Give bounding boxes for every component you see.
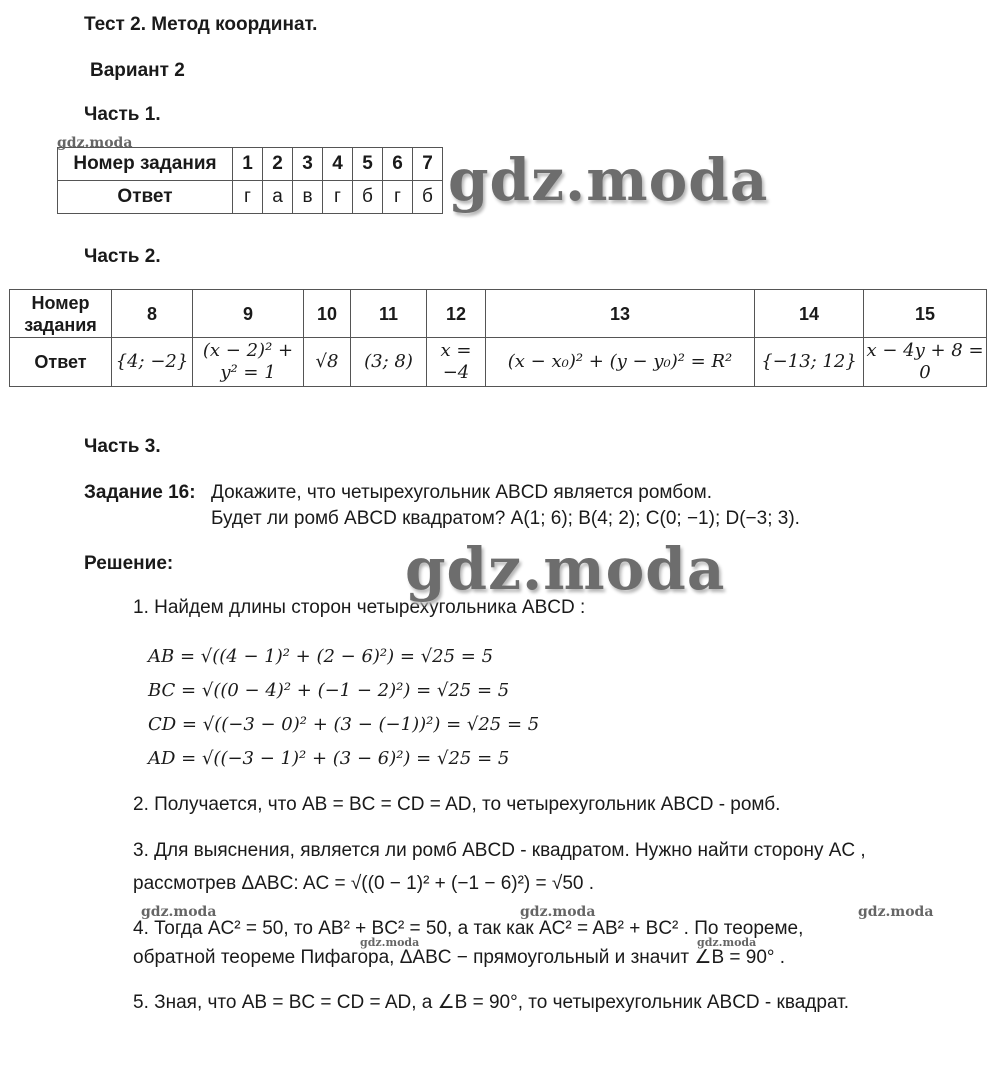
task-number-cell: 6 [383, 148, 413, 181]
header-task-number: Номер задания [10, 290, 112, 338]
solution-step2: 2. Получается, что AB = BC = CD = AD, то четырехугольник ABCD - ромб. [133, 794, 781, 815]
answer-cell: (x − 2)² + y² = 1 [193, 338, 304, 387]
answer-cell: (3; 8) [351, 338, 427, 387]
watermark-large: gdz.moda [405, 535, 726, 603]
task-number-cell: 4 [323, 148, 353, 181]
solution-step3-line1: 3. Для выяснения, является ли ромб ABCD - квадратом. Нужно найти сторону AC , [133, 840, 866, 861]
equation-ad: AD = √((−3 − 1)² + (3 − 6)²) = √25 = 5 [148, 748, 510, 769]
watermark-tiny: gdz.moda [697, 936, 757, 949]
answer-cell: г [383, 181, 413, 214]
table-row [58, 148, 443, 181]
task-number-cell: 13 [486, 290, 755, 338]
task-number-cell: 5 [353, 148, 383, 181]
answer-cell: {−13; 12} [755, 338, 864, 387]
solution-step1: 1. Найдем длины сторон четырехугольника ABCD : [133, 597, 586, 618]
answer-cell: в [293, 181, 323, 214]
task-number-cell: 1 [233, 148, 263, 181]
answer-cell: б [413, 181, 443, 214]
watermark-tiny: gdz.moda [360, 936, 420, 949]
table-row [10, 290, 987, 338]
part3-heading: Часть 3. [84, 436, 161, 457]
answer-cell: б [353, 181, 383, 214]
solution-step4-line1: 4. Тогда AC² = 50, то AB² + BC² = 50, а так как AC² = AB² + BC² . По теореме, [133, 918, 804, 939]
header-task-number: Номер задания [58, 148, 233, 181]
header-answer: Ответ [10, 338, 112, 387]
watermark-small: gdz.moda [57, 135, 133, 151]
watermark-small: gdz.moda [141, 904, 217, 920]
answer-cell: г [233, 181, 263, 214]
part2-answer-table [9, 289, 987, 387]
answer-cell: а [263, 181, 293, 214]
task-number-cell: 12 [427, 290, 486, 338]
answer-cell: {4; −2} [112, 338, 193, 387]
page-title: Тест 2. Метод координат. [84, 14, 318, 35]
part1-heading: Часть 1. [84, 104, 161, 125]
solution-step4-line2: обратной теореме Пифагора, ΔABC − прямоугольный и значит ∠B = 90° . [133, 947, 786, 968]
table-row [10, 338, 987, 387]
solution-label: Решение: [84, 553, 174, 574]
task-number-cell: 11 [351, 290, 427, 338]
task-number-cell: 3 [293, 148, 323, 181]
header-answer: Ответ [58, 181, 233, 214]
task-number-cell: 14 [755, 290, 864, 338]
task-number-cell: 10 [304, 290, 351, 338]
task-number-cell: 8 [112, 290, 193, 338]
watermark-large: gdz.moda [448, 146, 769, 214]
variant-label: Вариант 2 [90, 60, 185, 81]
task-number-cell: 15 [864, 290, 987, 338]
solution-step5: 5. Зная, что AB = BC = CD = AD, а ∠B = 90°, то четырехугольник ABCD - квадрат. [133, 992, 849, 1013]
task16-label: Задание 16: [84, 482, 196, 503]
watermark-small: gdz.moda [520, 904, 596, 920]
answer-cell: √8 [304, 338, 351, 387]
answer-cell: x = −4 [427, 338, 486, 387]
task-number-cell: 7 [413, 148, 443, 181]
task16-text-line1: Докажите, что четырехугольник ABCD является ромбом. [211, 482, 713, 503]
answer-cell: (x − x₀)² + (y − y₀)² = R² [486, 338, 755, 387]
equation-ab: AB = √((4 − 1)² + (2 − 6)²) = √25 = 5 [148, 646, 494, 667]
watermark-small: gdz.moda [858, 904, 934, 920]
part2-heading: Часть 2. [84, 246, 161, 267]
table-row [58, 181, 443, 214]
equation-bc: BC = √((0 − 4)² + (−1 − 2)²) = √25 = 5 [148, 680, 510, 701]
task-number-cell: 2 [263, 148, 293, 181]
solution-step3-line2: рассмотрев ΔABC: AC = √((0 − 1)² + (−1 − 6)²) = √50 . [133, 873, 595, 894]
equation-cd: CD = √((−3 − 0)² + (3 − (−1))²) = √25 = 5 [148, 714, 540, 735]
part1-answer-table [57, 147, 443, 214]
task16-text-line2: Будет ли ромб ABCD квадратом? A(1; 6); B(4; 2); C(0; −1); D(−3; 3). [211, 508, 800, 529]
answer-cell: x − 4y + 8 = 0 [864, 338, 987, 387]
answer-cell: г [323, 181, 353, 214]
task-number-cell: 9 [193, 290, 304, 338]
